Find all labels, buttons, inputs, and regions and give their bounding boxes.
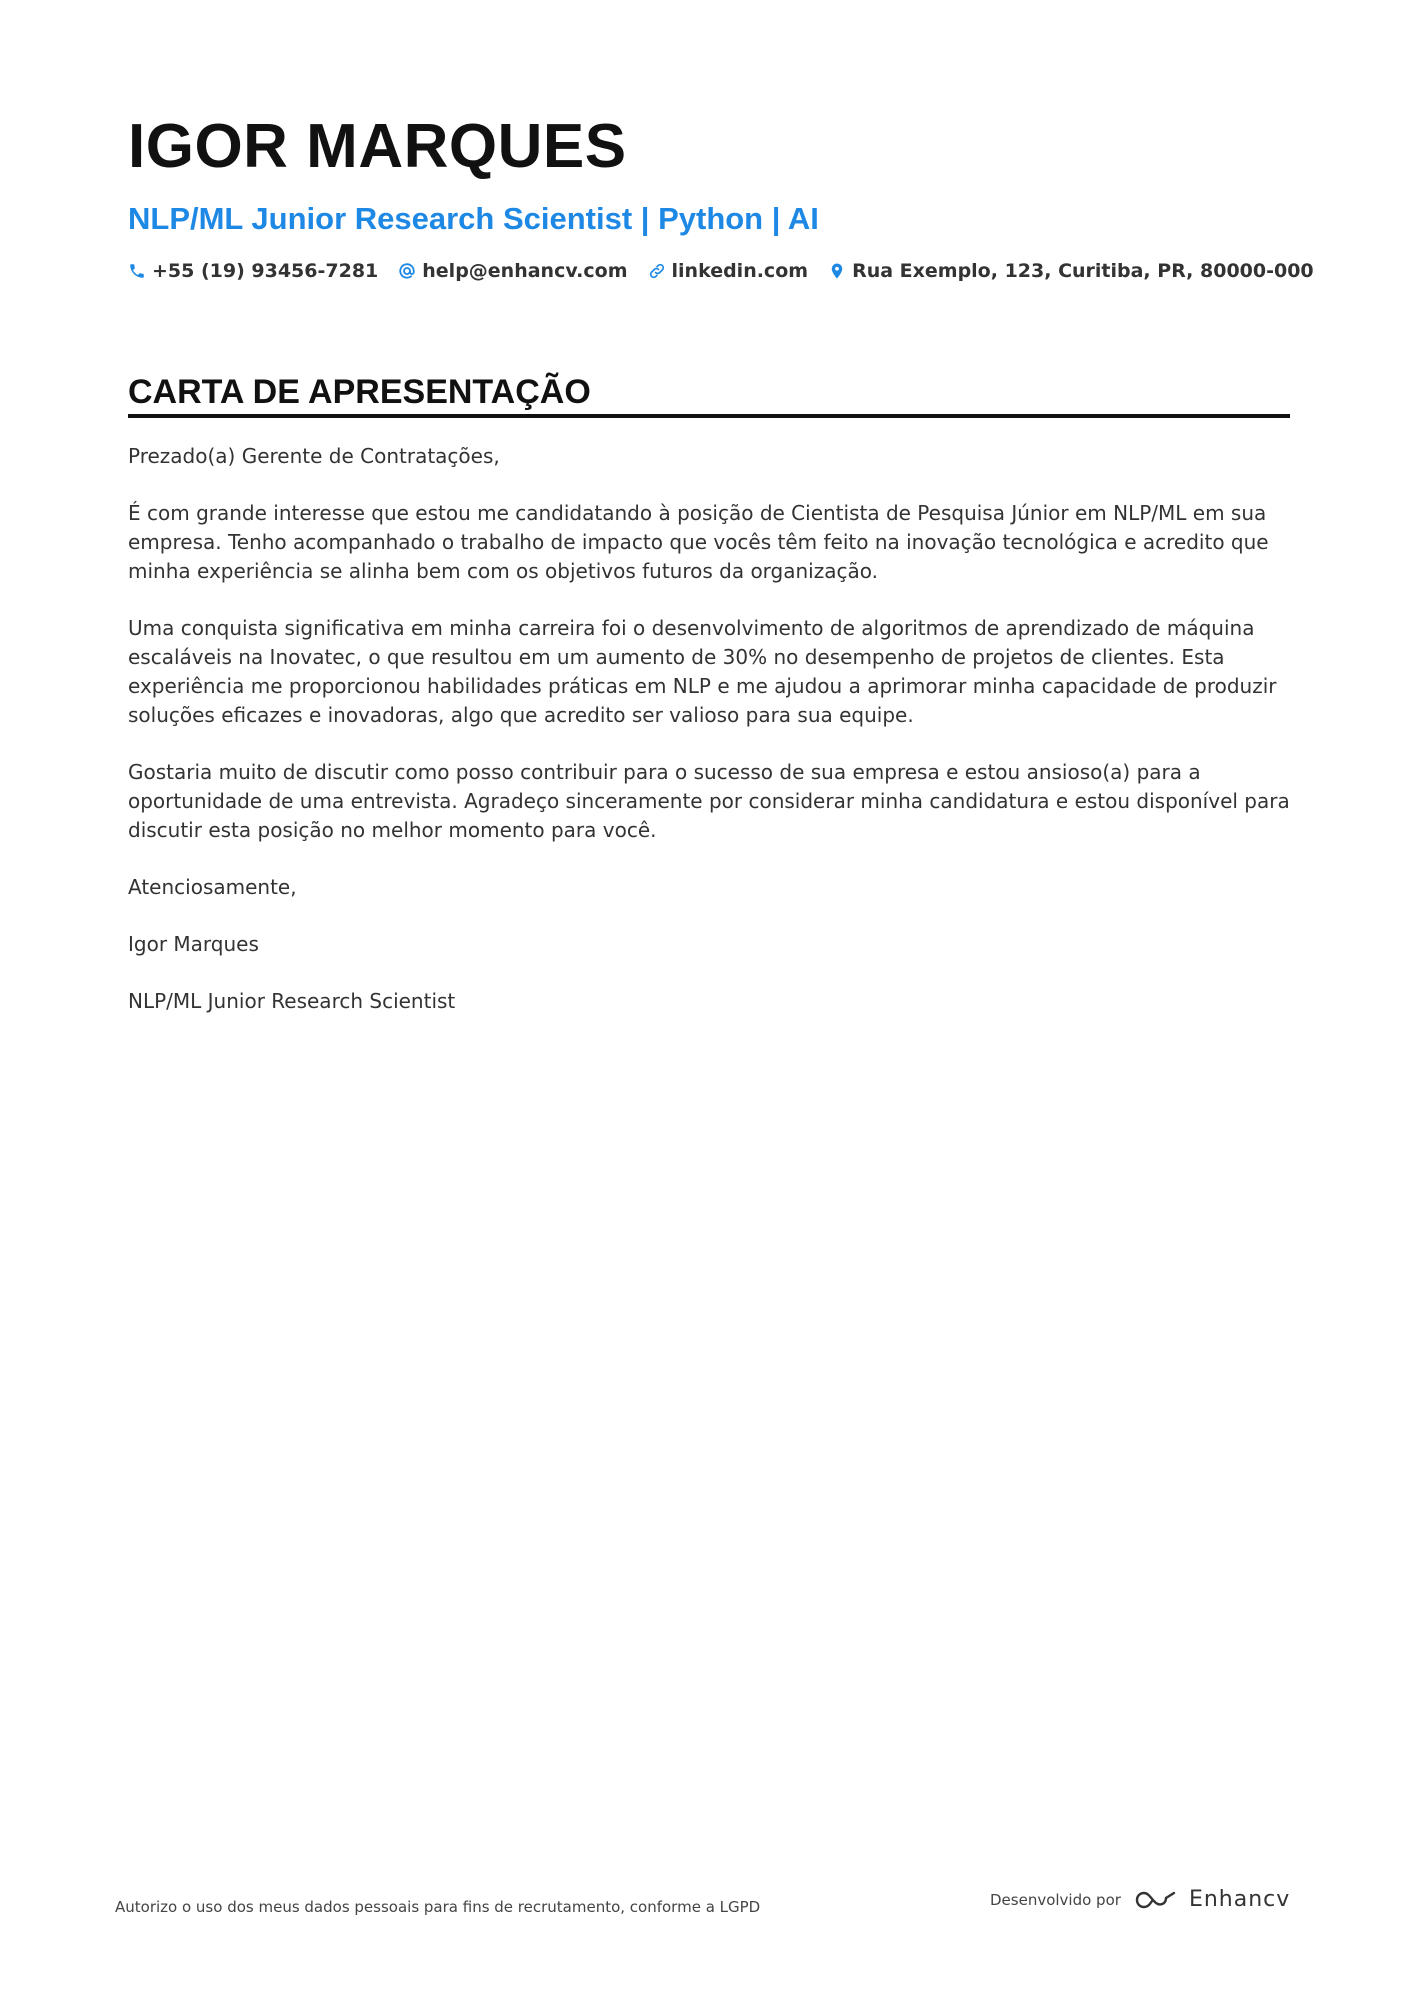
at-icon <box>398 262 416 280</box>
brand-name: Enhancv <box>1188 1887 1291 1912</box>
contact-address-text: Rua Exemplo, 123, Curitiba, PR, 80000-000 <box>852 260 1314 282</box>
powered-by-label: Desenvolvido por <box>990 1890 1121 1909</box>
contact-email-text: help@enhancv.com <box>422 260 628 282</box>
letter-paragraph-1: É com grande interesse que estou me candidatando à posição de Cientista de Pesquisa Júnior em NLP/ML em sua empresa. Tenho acompanhado o trabalho de impacto que vocês têm feito na inovação tecnológica e acredito que minha experiência se alinha bem com os objetivos futuros da organização. <box>128 501 1269 583</box>
brand-logo <box>1133 1887 1290 1912</box>
section-title: CARTA DE APRESENTAÇÃO <box>128 372 1290 418</box>
enhancv-logo-icon <box>1133 1888 1179 1912</box>
letter-paragraph-3: Gostaria muito de discutir como posso contribuir para o sucesso de sua empresa e estou ansioso(a) para a oportunidade de uma entrevista. Agradeço sinceramente por considerar minha candidatura e estou disponível para discutir esta posição no melhor momento para você. <box>128 760 1290 842</box>
contact-email[interactable] <box>398 260 627 282</box>
contact-linkedin-text: linkedin.com <box>671 260 809 282</box>
phone-icon <box>128 262 146 280</box>
letter-body <box>128 442 1290 1016</box>
contact-linkedin[interactable] <box>648 260 809 282</box>
contact-phone[interactable] <box>128 260 378 282</box>
cover-letter-page <box>128 112 1314 1044</box>
candidate-name: IGOR MARQUES <box>128 112 627 181</box>
powered-by[interactable] <box>990 1887 1290 1912</box>
consent-note: Autorizo o uso dos meus dados pessoais para fins de recrutamento, conforme a LGPD <box>115 1898 761 1916</box>
location-pin-icon <box>828 262 846 280</box>
candidate-headline: NLP/ML Junior Research Scientist | Python | AI <box>128 201 819 236</box>
letter-closing: Atenciosamente, <box>128 875 297 899</box>
contact-phone-text: +55 (19) 93456-7281 <box>152 260 379 282</box>
signature-name: Igor Marques <box>128 932 259 956</box>
contact-bar <box>128 260 1314 282</box>
contact-address <box>828 260 1314 282</box>
link-icon <box>648 262 666 280</box>
letter-paragraph-2: Uma conquista significativa em minha carreira foi o desenvolvimento de algoritmos de aprendizado de máquina escaláveis na Inovatec, o que resultou em um aumento de 30% no desempenho de projetos de clientes. Esta experiência me proporcionou habilidades práticas em NLP e me ajudou a aprimorar minha capacidade de produzir soluções eficazes e inovadoras, algo que acredito ser valioso para sua equipe. <box>128 616 1277 727</box>
signature-title: NLP/ML Junior Research Scientist <box>128 989 456 1013</box>
letter-greeting: Prezado(a) Gerente de Contratações, <box>128 444 500 468</box>
